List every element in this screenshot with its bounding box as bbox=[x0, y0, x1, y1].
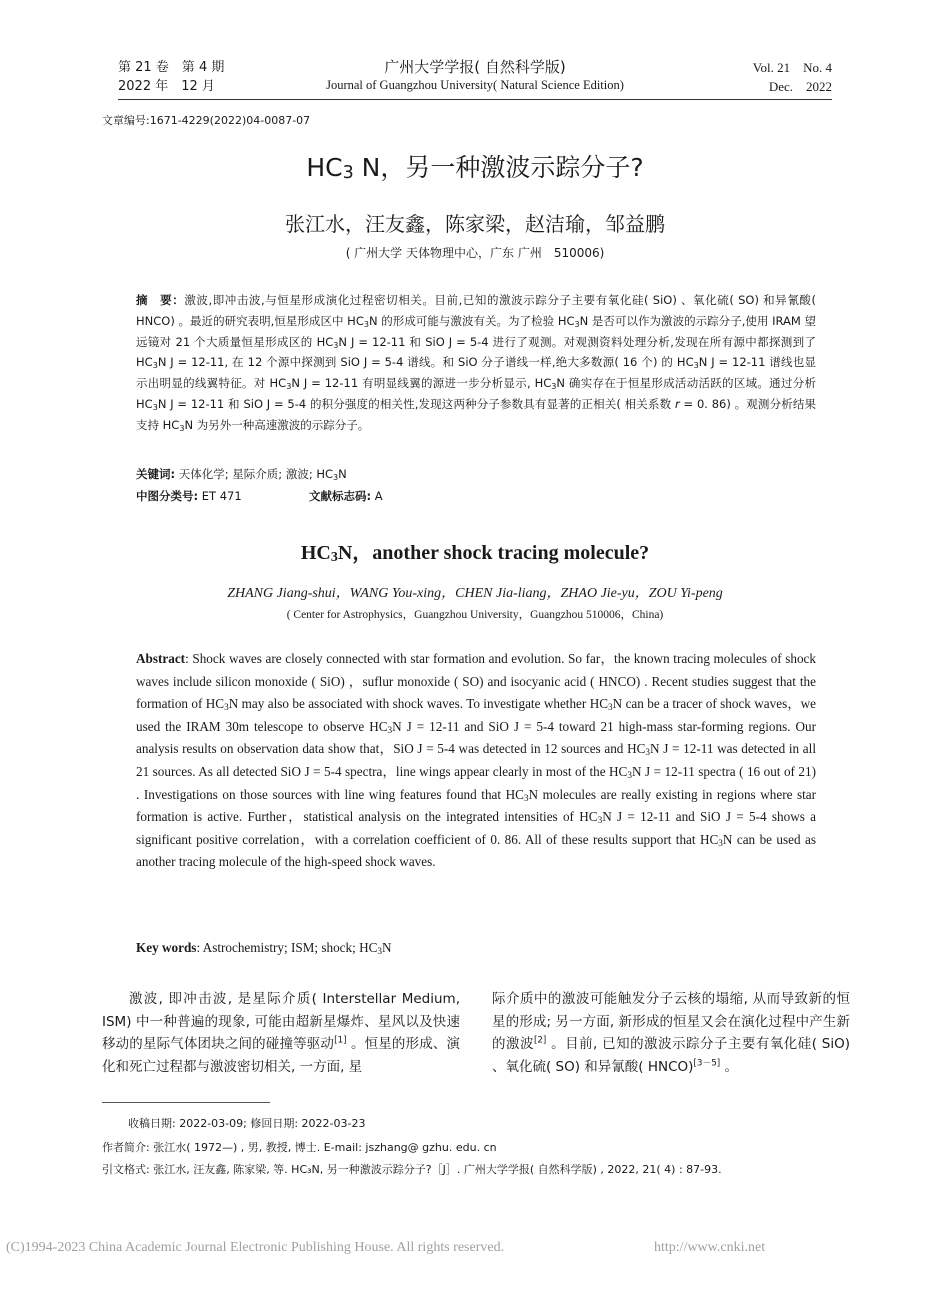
body-column-right: 际介质中的激波可能触发分子云核的塌缩, 从而导致新的恒星的形成; 另一方面, 新形成的恒星又会在演化过程中产生新的激波[2] 。目前, 已知的激波示踪分子主要有氧化硅( SiO) 、氧化硫( SO) 和异氰酸( HNCO)[3－5] 。 bbox=[492, 991, 850, 1075]
affiliation-en: ( Center for Astrophysics，Guangzhou University，Guangzhou 510006，China) bbox=[286, 609, 664, 621]
journal-name-en: Journal of Guangzhou University( Natural Science Edition) bbox=[326, 78, 624, 92]
abstract-cn: 摘 要：激波,即冲击波,与恒星形成演化过程密切相关。目前,已知的激波示踪分子主要有氧化硅( SiO) 、氧化硫( SO) 和异氰酸( HNCO) 。最近的研究表明,恒星形成区中 $HC_3N$ 的形成可能与激波有关。为了检验 $HC_3N$ 是否可以作为激波的示踪分子,使用 IRAM 望远镜对 21 个大质量恒星形成区的 $HC_3N$ J = 12-11 和 SiO J = 5-4 进行了观测。对观测资料处理分析,发现在所有源中都探测到了 $HC_3N$ J = 12-11, 在 12 个源中探测到 SiO J = 5-4 谱线。和 SiO 分子谱线一样,绝大多数源( 16 个) 的 $HC_3N$ J = 12-11 谱线也显示出明显的线翼特征。对 $HC_3N$ J = 12-11 有明显线翼的源进一步分析显示, $HC_3N$ 确实存在于恒星形成活动活跃的区域。通过分析 $HC_3N$ J = 12-11 和 SiO J = 5-4 的积分强度的相关性,发现这两种分子参数具有显著的正相关( 相关系数 r = 0. 86) 。观测分析结果支持 $HC_3N$ 为另外一种高速激波的示踪分子。 bbox=[136, 293, 817, 433]
journal-name-cn: 广州大学学报( 自然科学版) bbox=[384, 58, 566, 76]
date-en: Dec. 2022 bbox=[768, 79, 832, 94]
footnote-received: 收稿日期: 2022-03-09; 修回日期: 2022-03-23 bbox=[128, 1117, 366, 1130]
watermark-url: http://www.cnki.net bbox=[654, 1240, 766, 1255]
footnote-author-bio: 作者简介: 张江水( 1972—) , 男, 教授, 博士. E-mail: jszhang@ gzhu. edu. cn bbox=[102, 1141, 497, 1154]
footnote-citation: 引文格式: 张江水, 汪友鑫, 陈家梁, 等. HC₃N, 另一种激波示踪分子?［J］. 广州大学学报( 自然科学版) , 2022, 21( 4) : 87-93. bbox=[102, 1163, 722, 1176]
keywords-en: Key words: Astrochemistry; ISM; shock; $HC_3N$ bbox=[136, 940, 392, 956]
date-cn: 2022 年 12 月 bbox=[118, 79, 215, 94]
body-column-left: 激波, 即冲击波, 是星际介质( Interstellar Medium, ISM) 中一种普遍的现象, 可能由超新星爆炸、星风以及快速移动的星际气体团块之间的碰撞等驱动[1] 。恒星的形成、演化和死亡过程都与激波密切相关, 一方面, 星 bbox=[102, 991, 461, 1075]
volume-issue-cn: 第 21 卷 第 4 期 bbox=[118, 60, 225, 75]
article-id: 文章编号:1671-4229(2022)04-0087-07 bbox=[102, 114, 311, 127]
classification-cn: 中图分类号: ET 471 文献标志码: A bbox=[136, 489, 383, 503]
title-en: $HC_3N$，another shock tracing molecule? bbox=[300, 542, 650, 565]
volume-issue-en: Vol. 21 No. 4 bbox=[752, 60, 832, 75]
title-cn: $HC_3$ N，另一种激波示踪分子? bbox=[306, 153, 644, 183]
affiliation-cn: ( 广州大学 天体物理中心，广东 广州 510006) bbox=[345, 246, 605, 260]
footnote-rule bbox=[102, 1102, 270, 1103]
keywords-cn: 关键词: 天体化学; 星际介质; 激波; $HC_3N$ bbox=[136, 467, 347, 482]
watermark-copyright: (C)1994-2023 China Academic Journal Electronic Publishing House. All rights reserved. bbox=[6, 1240, 505, 1255]
authors-cn: 张江水，汪友鑫，陈家梁，赵洁瑜，邹益鹏 bbox=[285, 212, 665, 236]
authors-en: ZHANG Jiang-shui，WANG You-xing，CHEN Jia-liang，ZHAO Jie-yu，ZOU Yi-peng bbox=[227, 586, 723, 601]
header-rule bbox=[118, 99, 832, 100]
abstract-en: Abstract: Shock waves are closely connected with star formation and evolution. So far，the known tracing molecules of shock waves include silicon monoxide ( SiO) ，suflur monoxide ( SO) and isocyanic acid ( HNCO) . Recent studies suggest that the formation of $HC_3N$ may also be associated with shock waves. To investigate whether $HC_3N$ can be a tracer of shock waves，we used the IRAM 30m telescope to observe $HC_3N$ J = 12-11 and SiO J = 5-4 toward 21 high-mass star-forming regions. Our analysis results on observation data show that，SiO J = 5-4 was detected in 12 sources and $HC_3N$ J = 12-11 was detected in all 21 sources. As all detected SiO J = 5-4 spectra，line wings appear clearly in most of the $HC_3N$ J = 12-11 spectra ( 16 out of 21) . Investigations on those sources with line wing features found that $HC_3N$ molecules are really existing in regions where star formation is active. Further，statistical analysis on the integrated intensities of $HC_3N$ J = 12-11 and SiO J = 5-4 shows a significant positive correlation，with a correlation coefficient of 0. 86. All of these results support that $HC_3N$ can be used as another tracing molecule of the high-speed shock waves. bbox=[136, 651, 817, 870]
